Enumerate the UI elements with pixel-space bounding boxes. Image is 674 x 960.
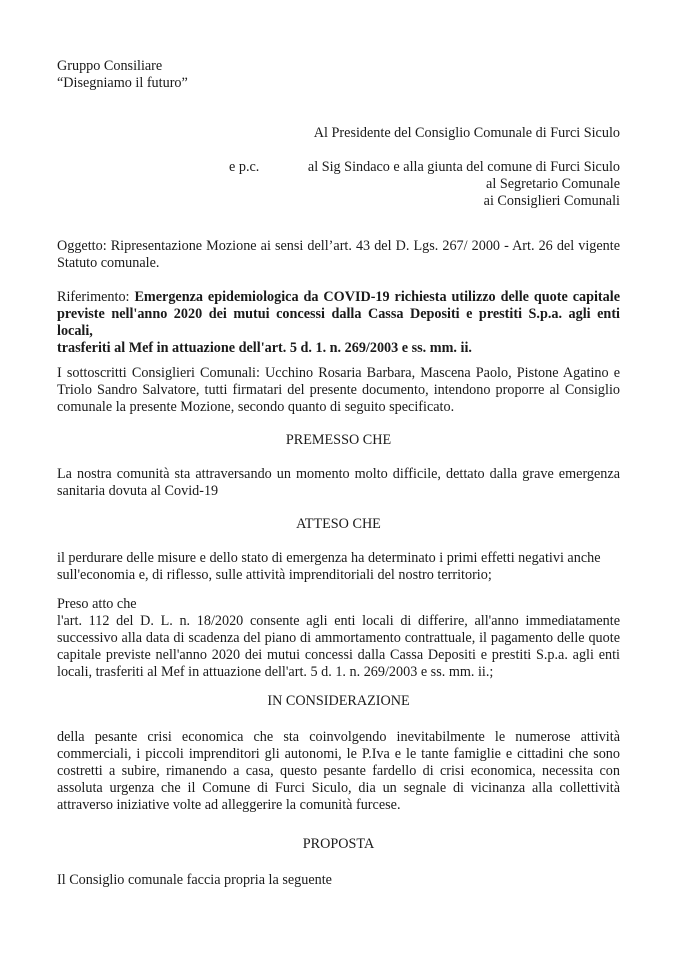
cc-recipient-3: ai Consiglieri Comunali xyxy=(483,193,620,209)
heading-proposta: PROPOSTA xyxy=(302,836,375,852)
reference-text-3: trasferiti al Mef in attuazione dell'art. 5 d. 1. n. 269/2003 e ss. mm. ii. xyxy=(57,340,472,356)
premesso-line-2: sanitaria dovuta al Covid-19 xyxy=(57,483,219,499)
considerazione-line-3: costretti a subire, rimanendo a casa, questo pesante fardello di crisi economica, necessita con xyxy=(57,763,620,779)
considerazione-block xyxy=(57,729,620,814)
premesso-block xyxy=(57,466,620,500)
sender-motto: “Disegniamo il futuro” xyxy=(57,75,188,91)
reference-line-1 xyxy=(57,289,620,306)
premesso-line-1: La nostra comunità sta attraversando un momento molto difficile, dettato dalla grave emergenza xyxy=(57,466,620,482)
preso-atto-line-4: locali, trasferiti al Mef in attuazione dell'art. 5 d. 1. n. 269/2003 e ss. mm. ii.; xyxy=(57,664,494,680)
preso-atto-block xyxy=(57,596,620,681)
preso-atto-line-3: capitale previste nell'anno 2020 dei mutui concessi dalla Cassa Depositi e prestiti S.p.a. agli enti xyxy=(57,647,620,663)
preso-atto-line-2: successivo alla data di scadenza del piano di ammortamento contrattuale, il pagamento delle quote xyxy=(57,630,620,646)
reference-text-1: Emergenza epidemiologica da COVID-19 richiesta utilizzo delle quote capitale xyxy=(134,289,620,305)
atteso-line-1: il perdurare delle misure e dello stato di emergenza ha determinato i primi effetti negativi anche xyxy=(57,550,601,566)
subject-line-1: Oggetto: Ripresentazione Mozione ai sensi dell’art. 43 del D. Lgs. 267/ 2000 - Art. 26 del vigente xyxy=(57,238,620,254)
cc-recipients xyxy=(300,159,620,210)
intro-block xyxy=(57,365,620,416)
heading-considerazione: IN CONSIDERAZIONE xyxy=(267,693,410,709)
sender-group: Gruppo Consiliare xyxy=(57,58,163,74)
recipient-main-block xyxy=(300,125,620,142)
heading-premesso: PREMESSO CHE xyxy=(285,432,392,448)
subject-line-2: Statuto comunale. xyxy=(57,255,160,271)
considerazione-line-4: assoluta urgenza che il Comune di Furci Siculo, dia un segnale di vicinanza alla collettività xyxy=(57,780,620,796)
heading-atteso: ATTESO CHE xyxy=(296,516,381,532)
proposta-line-1: Il Consiglio comunale faccia propria la seguente xyxy=(57,872,332,888)
reference-label: Riferimento: xyxy=(57,289,130,305)
atteso-block xyxy=(57,550,620,584)
recipient-main: Al Presidente del Consiglio Comunale di Furci Siculo xyxy=(313,125,620,141)
reference-text-2: previste nell'anno 2020 dei mutui concessi dalla Cassa Depositi e prestiti S.p.a. agli enti locali, xyxy=(57,306,620,339)
subject-block xyxy=(57,238,620,272)
proposta-block xyxy=(57,872,620,889)
considerazione-line-1: della pesante crisi economica che sta coinvolgendo inevitabilmente le numerose attività xyxy=(57,729,620,745)
intro-line-2: Triolo Sandro Salvatore, tutti firmatari del presente documento, intendono proporre al Consiglio xyxy=(57,382,620,398)
reference-block xyxy=(57,289,620,357)
considerazione-line-5: attraverso iniziative volte ad alleggerire la comunità furcese. xyxy=(57,797,401,813)
preso-atto-line-1: l'art. 112 del D. L. n. 18/2020 consente agli enti locali di differire, all'anno immediatamente xyxy=(57,613,620,629)
cc-label: e p.c. xyxy=(229,159,260,175)
intro-line-3: comunale la presente Mozione, secondo quanto di seguito specificato. xyxy=(57,399,455,415)
intro-line-1: I sottoscritti Consiglieri Comunali: Ucchino Rosaria Barbara, Mascena Paolo, Pistone Agatino e xyxy=(57,365,620,381)
preso-atto-intro: Preso atto che xyxy=(57,596,137,612)
sender-block xyxy=(57,58,620,92)
cc-recipient-1: al Sig Sindaco e alla giunta del comune di Furci Siculo xyxy=(307,159,620,175)
considerazione-line-2: commerciali, i piccoli imprenditori gli autonomi, le P.Iva e le tante famiglie e cittadini che sono xyxy=(57,746,620,762)
atteso-line-2: sull'economia e, di riflesso, sulle attività imprenditoriali del nostro territorio; xyxy=(57,567,492,583)
cc-recipient-2: al Segretario Comunale xyxy=(486,176,620,192)
